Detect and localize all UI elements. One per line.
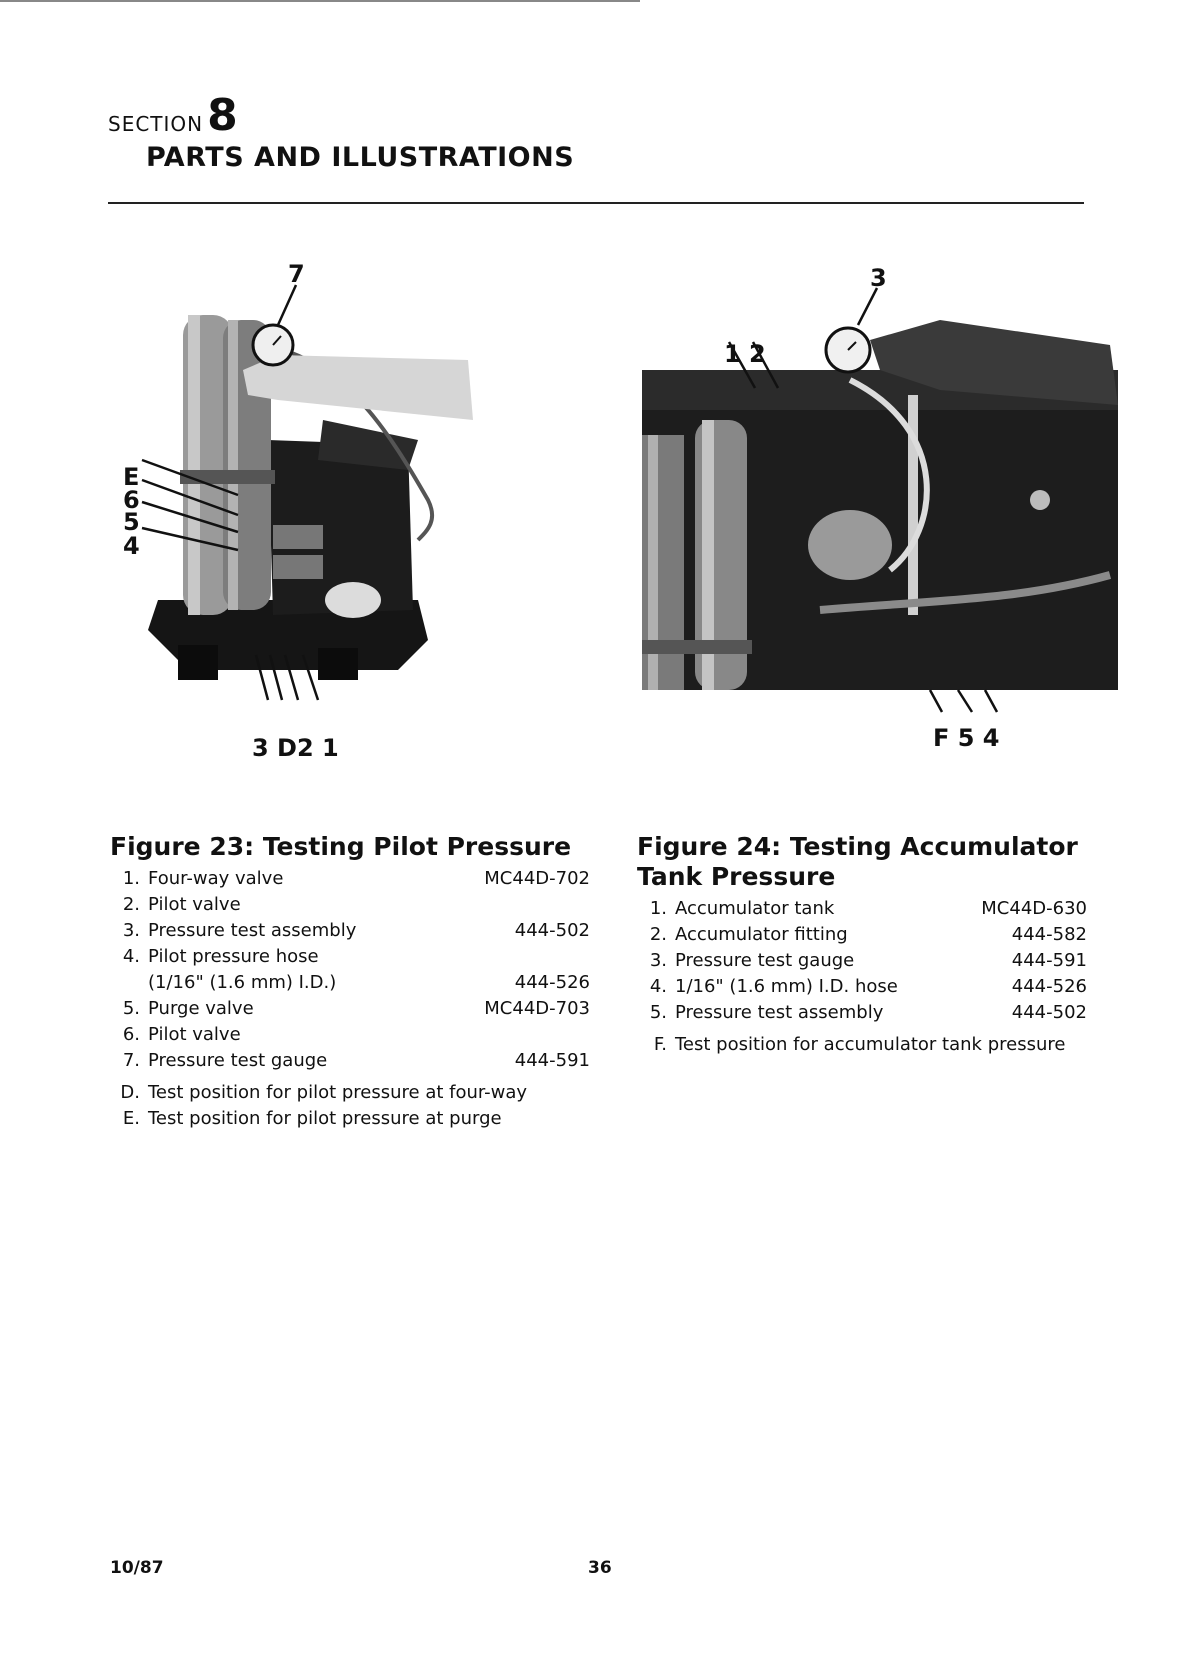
page-title: PARTS AND ILLUSTRATIONS: [146, 142, 575, 173]
callout-5: 5: [123, 508, 140, 536]
section-header: [108, 90, 575, 173]
callout-f-5-4: F 5 4: [933, 724, 1000, 752]
top-scan-rule: [0, 0, 640, 2]
callout-1-2: 1 2: [724, 340, 766, 368]
callout-bottom-group: 3 D2 1: [252, 734, 339, 762]
parts-row: 4. Pilot pressure hose: [122, 946, 319, 967]
footer-date: 10/87: [110, 1558, 164, 1578]
callout-4: 4: [123, 532, 140, 560]
callout-6: 6: [123, 486, 140, 514]
parts-row: E. Test position for pilot pressure at purge: [122, 1108, 502, 1129]
callout-e: E: [123, 463, 140, 491]
header-divider: [108, 202, 1084, 204]
parts-row: 1. Accumulator tank MC44D-630: [649, 898, 1087, 919]
parts-row: 3. Pressure test assembly 444-502: [122, 920, 590, 941]
figure24-caption: [637, 832, 1087, 1058]
parts-row: 2. Accumulator fitting 444-582: [649, 924, 1087, 945]
figure23-caption: [110, 832, 590, 1132]
parts-row: 2. Pilot valve: [122, 894, 241, 915]
figure24-title: Figure 24: Testing Accumulator Tank Pressure: [637, 832, 1078, 891]
parts-row: 6. Pilot valve: [122, 1024, 241, 1045]
figure24-photo: [640, 264, 1120, 760]
callout-3: 3: [870, 264, 887, 292]
callout-7: 7: [288, 260, 305, 288]
section-label: SECTION: [108, 112, 204, 136]
page-number: 36: [588, 1558, 612, 1578]
figure23-title: Figure 23: Testing Pilot Pressure: [110, 832, 572, 861]
parts-row: 5. Pressure test assembly 444-502: [649, 1002, 1087, 1023]
parts-row: 1. Four-way valve MC44D-702: [122, 868, 590, 889]
parts-row: 5. Purge valve MC44D-703: [122, 998, 590, 1019]
parts-row: 3. Pressure test gauge 444-591: [649, 950, 1087, 971]
figure23-photo: [123, 260, 558, 762]
parts-row: D. Test position for pilot pressure at four-way: [120, 1082, 528, 1103]
parts-row: 4. 1/16" (1.6 mm) I.D. hose 444-526: [649, 976, 1087, 997]
parts-row: 7. Pressure test gauge 444-591: [122, 1050, 590, 1071]
parts-row: (1/16" (1.6 mm) I.D.) 444-526: [148, 972, 590, 993]
parts-row: F. Test position for accumulator tank pressure: [653, 1034, 1066, 1055]
section-number: 8: [207, 90, 238, 141]
